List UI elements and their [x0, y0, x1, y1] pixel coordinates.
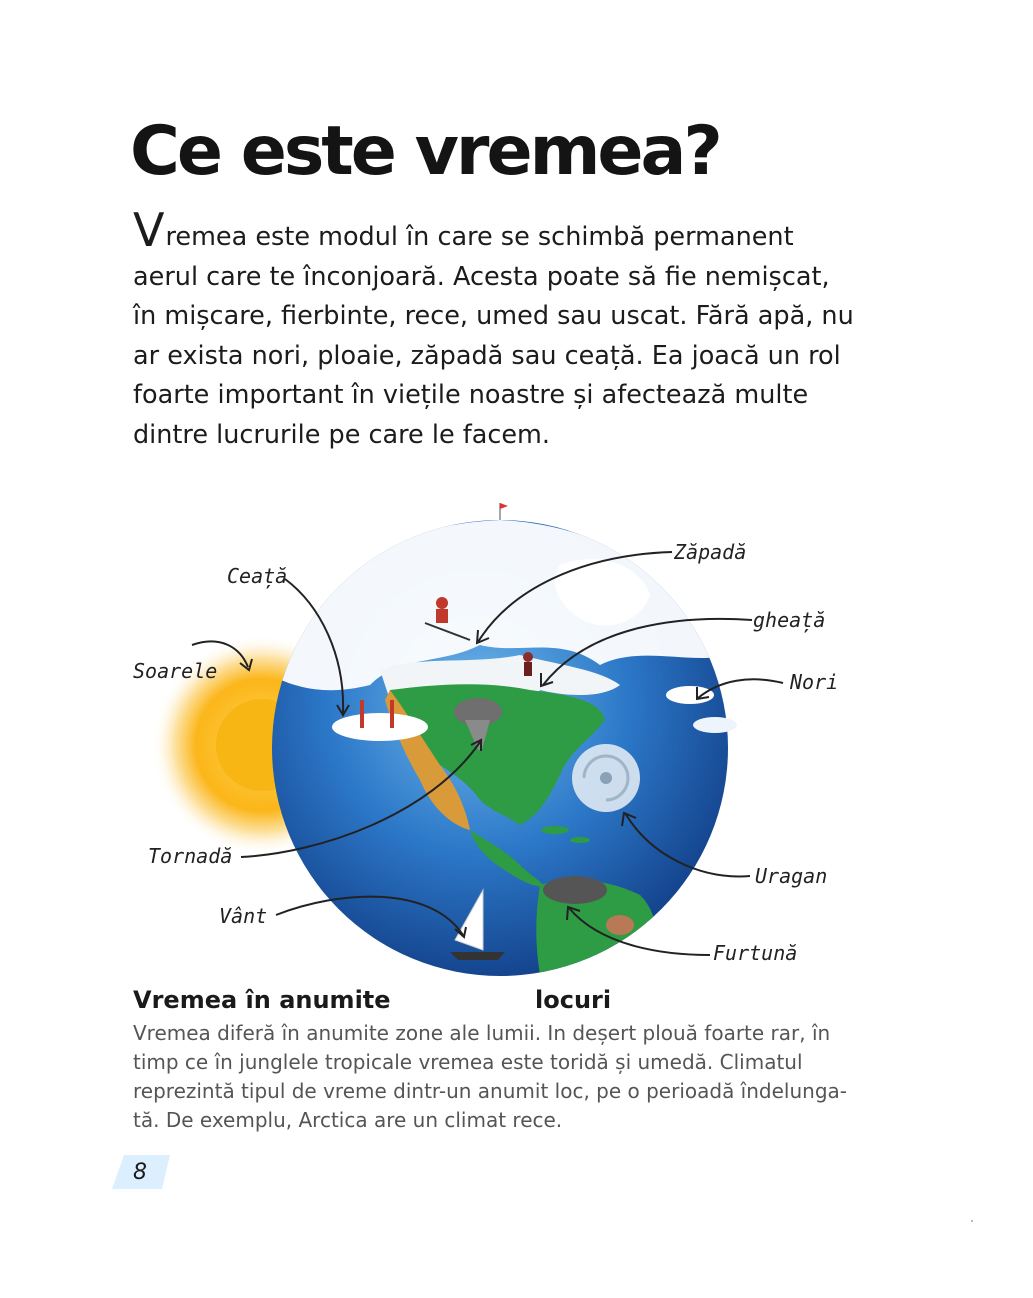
label-furtuna: Furtună: [713, 941, 798, 965]
globe: [270, 503, 730, 976]
intro-paragraph: [133, 203, 893, 455]
section-line: reprezintă tipul de vreme dintr-un anumit loc, pe o perioadă îndelunga-: [133, 1079, 847, 1103]
label-zapada: Zăpadă: [674, 540, 747, 564]
label-ceata: Ceață: [227, 564, 288, 588]
section-heading-part2: locuri: [535, 986, 612, 1014]
intro-line: dintre lucrurile pe care le facem.: [133, 419, 550, 450]
page-title: Ce este vremea?: [130, 112, 720, 191]
hurricane-icon: [572, 744, 640, 812]
intro-line: în mișcare, fierbinte, rece, umed sau uscat. Fără apă, nu: [133, 301, 854, 331]
intro-line: ar exista nori, ploaie, zăpadă sau ceață. Ea joacă un rol: [133, 340, 841, 371]
section-line: timp ce în junglele tropicale vremea este toridă și umedă. Climatul: [133, 1050, 803, 1074]
section-line: Vremea diferă în anumite zone ale lumii. In deșert plouă foarte rar, în: [133, 1021, 831, 1045]
label-tornada: Tornadă: [148, 844, 233, 868]
label-nori: Nori: [790, 670, 839, 694]
section-paragraph: [133, 1019, 893, 1135]
section-line: tă. De exemplu, Arctica are un climat rece.: [133, 1108, 563, 1132]
ice-climber-icon: [523, 652, 533, 676]
section-heading-part1: Vremea în anumite: [133, 986, 391, 1014]
page-number: 8: [133, 1160, 147, 1185]
intro-line: remea este modul în care se schimbă permanent: [165, 222, 794, 252]
weather-globe-illustration: [0, 495, 1033, 995]
storm-cloud-icon: [543, 876, 607, 904]
label-vant: Vânt: [219, 904, 268, 928]
label-gheata: gheață: [753, 608, 826, 632]
intro-dropcap: V: [133, 203, 165, 257]
page-mark: [971, 1220, 973, 1222]
intro-line: foarte important în viețile noastre și afectează multe: [133, 380, 809, 410]
globe-svg: [0, 495, 1033, 995]
label-soarele: Soarele: [133, 659, 218, 683]
intro-line: aerul care te înconjoară. Acesta poate să fie nemișcat,: [133, 261, 830, 292]
label-uragan: Uragan: [755, 864, 828, 888]
